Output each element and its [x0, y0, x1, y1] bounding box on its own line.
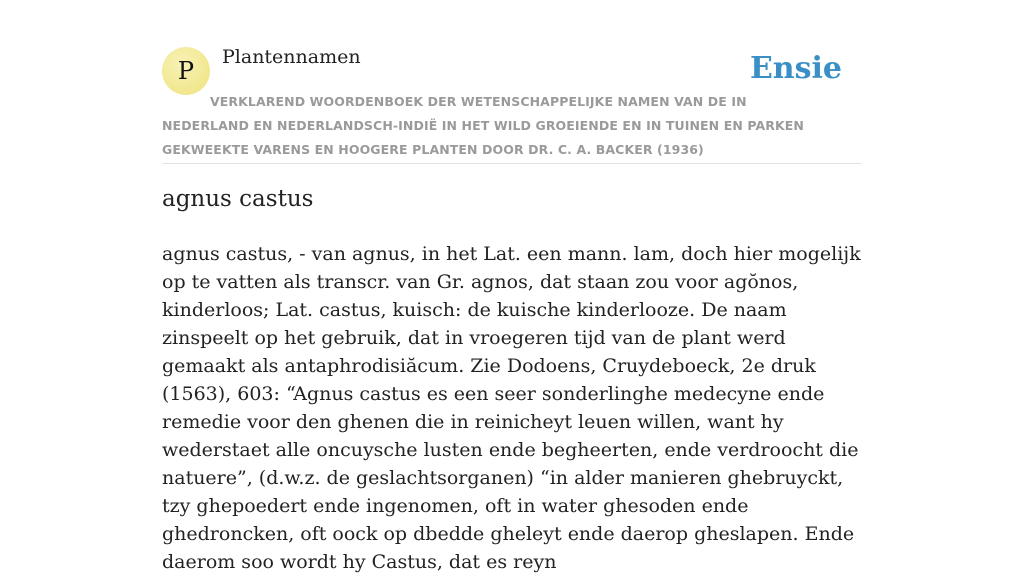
dictionary-subtitle: VERKLAREND WOORDENBOEK DER WETENSCHAPPELIJKE NAMEN VAN DE IN NEDERLAND EN NEDERLANDSCH-INDIË IN HET WILD GROEIENDE EN IN TUINEN EN PARKEN GEKWEEKTE VARENS EN HOOGERE PLANTEN DOOR DR. C. A. BACKER (1936)	[162, 94, 804, 157]
entry-body: agnus castus, - van agnus, in het Lat. een mann. lam, doch hier mogelijk op te vatten als transcr. van Gr. agnos, dat staan zou voor agŏnos, kinderloos; Lat. castus, kuisch: de kuische kinderlooze. De naam zinspeelt op het gebruik, dat in vroegeren tijd van de plant werd gemaakt als antaphrodisiăcum. Zie Dodoens, Cruydeboeck, 2e druk (1563), 603: “Agnus castus es een seer sonderlinghe medecyne ende remedie voor den ghenen die in reinicheyt leuen willen, want hy wederstaet alle oncuysche lusten ende begheerten, ende verdroocht die natuere”, (d.w.z. de geslachtsorganen) “in alder manieren ghebruyckt, tzy ghepoedert ende ingenomen, oft in water ghesoden ende ghedroncken, oft oock op dbedde gheleyt ende daerop gheslapen. Ende daerom soo wordt hy Castus, dat es reyn	[162, 243, 861, 573]
ensie-brand-link[interactable]: Ensie	[749, 51, 842, 86]
dictionary-title-link[interactable]: Plantennamen	[222, 46, 361, 68]
dictionary-logo[interactable]	[162, 47, 210, 95]
entry-title: agnus castus	[162, 186, 314, 212]
header-divider	[162, 163, 862, 164]
logo-letter: P	[177, 57, 195, 85]
